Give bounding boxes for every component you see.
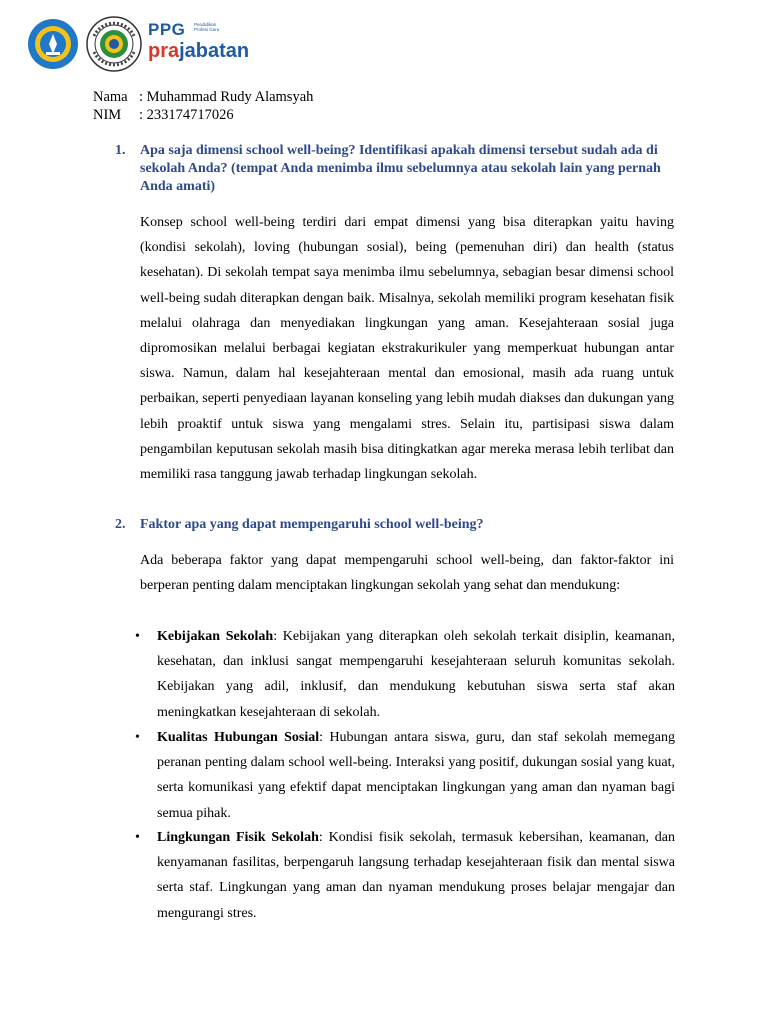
question-1 xyxy=(115,142,675,196)
bullet-icon: • xyxy=(135,830,140,845)
name-label: Nama xyxy=(93,89,128,105)
question-number: 2. xyxy=(115,517,126,532)
list-item xyxy=(135,825,675,926)
bullet-icon: • xyxy=(135,730,140,745)
name-row xyxy=(93,88,313,106)
bullet-body: : Kebijakan yang diterapkan oleh sekolah terkait disiplin, keamanan, kesehatan, dan inklusi sangat mempengaruhi kesejahteraan seluruh komunitas sekolah. Kebijakan yang adil, inklusif, dan mendukung kebutuhan siswa serta staf akan meningkatkan kesejahteraan di sekolah. xyxy=(157,629,675,720)
answer-1-paragraph: Konsep school well-being terdiri dari empat dimensi yang bisa diterapkan yaitu having (kondisi sekolah), loving (hubungan sosial), being (pemenuhan diri) dan health (status kesehatan). Di sekolah tempat saya menimba ilmu sebelumnya, sebagian besar dimensi school well-being sudah diterapkan dengan baik. Misalnya, sekolah memiliki program kesehatan fisik melalui olahraga dan menyediakan lingkungan yang aman. Kesejahteraan sosial juga dipromosikan melalui berbagai kegiatan ekstrakurikuler yang memperkuat hubungan antar siswa. Namun, dalam hal kesejahteraan mental dan emosional, masih ada ruang untuk perbaikan, seperti penyediaan layanan konseling yang lebih mudah diakses dan dukungan yang lebih proaktif untuk siswa yang mengalami stres. Selain itu, partisipasi siswa dalam pengambilan keputusan sekolah masih bisa ditingkatkan agar mereka merasa lebih terlibat dan memiliki rasa tanggung jawab terhadap lingkungan sekolah. xyxy=(140,215,674,483)
ppg-prajabatan-logo xyxy=(148,18,258,68)
bullet-icon: • xyxy=(135,629,140,644)
university-seal-icon xyxy=(86,16,142,72)
nim-row xyxy=(93,106,313,124)
question-number: 1. xyxy=(115,143,126,158)
ppg-logo-text: PPG xyxy=(148,20,186,39)
question-text: Faktor apa yang dapat mempengaruhi school well-being? xyxy=(140,517,484,532)
answer-2-intro: Ada beberapa faktor yang dapat mempengaruhi school well-being, dan faktor-faktor ini berperan penting dalam menciptakan lingkungan sekolah yang sehat dan mendukung: xyxy=(140,553,674,594)
question-2 xyxy=(115,516,675,534)
list-item xyxy=(135,725,675,826)
prajabatan-jabatan: jabatan xyxy=(179,40,250,62)
bullet-body: : Hubungan antara siswa, guru, dan staf sekolah memegang peranan penting dalam school well-being. Interaksi yang positif, dukungan sosial yang kuat, serta komunikasi yang efektif dapat menciptakan lingkungan yang aman dan nyaman bagi semua pihak. xyxy=(157,730,676,821)
nim-value: : 233174717026 xyxy=(139,107,234,123)
list-item xyxy=(135,624,675,725)
bullet-title: Lingkungan Fisik Sekolah xyxy=(157,830,319,845)
ppg-logo-subtitle: Pendidikan Profesi Guru xyxy=(194,22,220,32)
prajabatan-pra: pra xyxy=(148,40,180,62)
student-identity xyxy=(93,88,313,124)
name-value: : Muhammad Rudy Alamsyah xyxy=(139,89,314,105)
prajabatan-logo-text xyxy=(148,40,249,63)
question-text: Apa saja dimensi school well-being? Identifikasi apakah dimensi tersebut sudah ada di sekolah Anda? (tempat Anda menimba ilmu sebelumnya atau sekolah lain yang pernah Anda amati) xyxy=(140,143,661,194)
nim-label: NIM xyxy=(93,107,122,123)
bullet-title: Kualitas Hubungan Sosial xyxy=(157,730,320,745)
bullet-body: : Kondisi fisik sekolah, termasuk kebersihan, keamanan, dan kenyamanan fasilitas, berpengaruh langsung terhadap kesejahteraan fisik dan mental siswa serta staf. Lingkungan yang aman dan nyaman mendukung proses belajar mengajar dan mengurangi stres. xyxy=(157,830,675,921)
kemdikbud-logo-icon xyxy=(27,18,79,70)
bullet-title: Kebijakan Sekolah xyxy=(157,629,274,644)
